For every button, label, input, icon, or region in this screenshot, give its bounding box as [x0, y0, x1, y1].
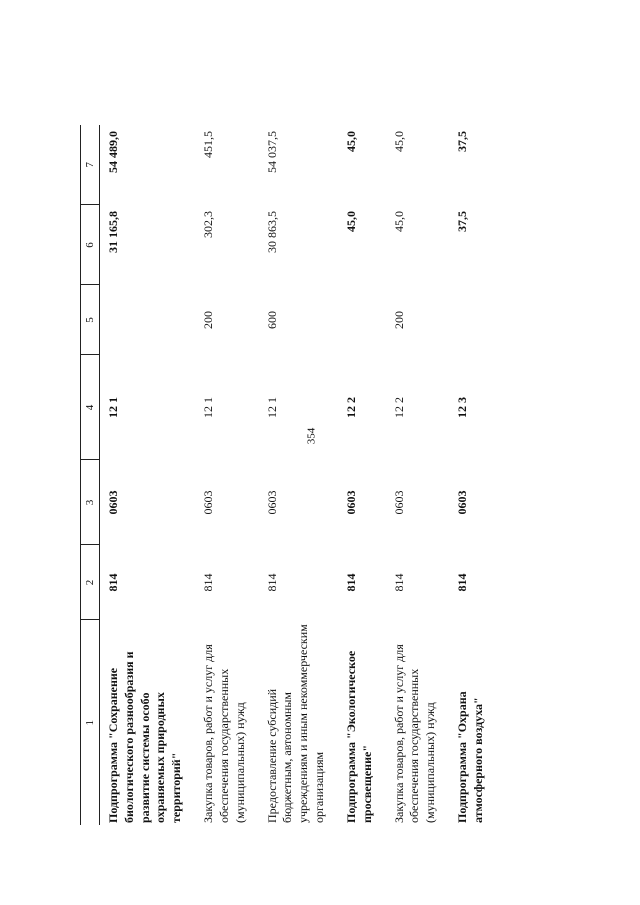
row-name-cell: Закупка товаров, работ и услуг для обеспечения государственных (муниципальных) нужд [201, 644, 247, 823]
row-name-cell: Подпрограмма "Сохранение биологического разнообразия и развитие системы особо охраняемых природных территорий" [106, 651, 184, 823]
header-cell-1: 1 [81, 620, 100, 825]
row-code-cell: 814 [106, 573, 120, 592]
row-amount-cell: 37,5 [455, 131, 470, 152]
table-row [449, 125, 497, 825]
header-cell-2: 2 [81, 545, 100, 620]
row-amount-cell: 54 037,5 [264, 131, 279, 173]
row-target-cell: 12 2 [391, 397, 406, 418]
row-target-cell: 12 3 [455, 397, 470, 418]
row-type-cell [338, 285, 386, 355]
row-target-cell: 12 1 [201, 397, 216, 418]
row-type-cell [449, 285, 497, 355]
table-body [100, 125, 497, 825]
header-cell-3: 3 [81, 460, 100, 545]
row-code-cell: 814 [391, 573, 406, 592]
row-name-cell: Закупка товаров, работ и услуг для обеспечения государственных (муниципальных) нужд [391, 644, 438, 823]
row-section-cell: 0603 [106, 490, 120, 515]
row-target-cell: 12 2 [343, 397, 358, 418]
row-amount-cell: 45,0 [391, 211, 406, 232]
table-row [195, 125, 258, 825]
row-target-cell: 12 1 [106, 397, 120, 418]
row-amount-cell: 45,0 [343, 131, 358, 152]
table-row [338, 125, 386, 825]
row-section-cell: 0603 [343, 490, 358, 515]
rotated-table-container [80, 125, 560, 825]
row-code-cell: 814 [201, 573, 216, 592]
row-name-cell: Подпрограмма "Экологическое просвещение" [343, 650, 374, 823]
row-code-cell: 814 [455, 573, 470, 592]
row-section-cell: 0603 [201, 490, 216, 515]
budget-table [80, 125, 497, 825]
page-number: 354 [305, 427, 318, 445]
row-section-cell: 0603 [264, 490, 279, 515]
table-row [386, 125, 449, 825]
row-type-cell: 200 [391, 311, 406, 329]
row-amount-cell: 45,0 [391, 131, 406, 152]
row-section-cell: 0603 [391, 490, 406, 515]
row-target-cell: 12 1 [264, 397, 279, 418]
header-cell-7: 7 [81, 125, 100, 205]
row-code-cell: 814 [343, 573, 358, 592]
row-amount-cell: 45,0 [343, 211, 358, 232]
row-type-cell: 200 [201, 311, 216, 329]
row-amount-cell: 30 863,5 [264, 211, 279, 253]
row-amount-cell: 302,3 [201, 211, 216, 238]
row-amount-cell: 451,5 [201, 131, 216, 158]
row-type-cell: 600 [264, 311, 279, 329]
header-row [81, 125, 100, 825]
header-cell-5: 5 [81, 285, 100, 355]
row-amount-cell: 31 165,8 [106, 211, 120, 253]
row-name-cell: Предоставление субсидий бюджетным, автономным учреждениям и иным некоммерческим организациям [264, 624, 327, 823]
row-section-cell: 0603 [455, 490, 470, 515]
row-amount-cell: 37,5 [455, 211, 470, 232]
row-amount-cell: 54 489,0 [106, 131, 120, 173]
header-cell-4: 4 [81, 355, 100, 460]
table-row [100, 125, 196, 825]
header-cell-6: 6 [81, 205, 100, 285]
table-row [259, 125, 338, 825]
row-type-cell [100, 285, 196, 355]
row-code-cell: 814 [264, 573, 279, 592]
row-name-cell: Подпрограмма "Охрана атмосферного воздуха" [455, 691, 485, 823]
